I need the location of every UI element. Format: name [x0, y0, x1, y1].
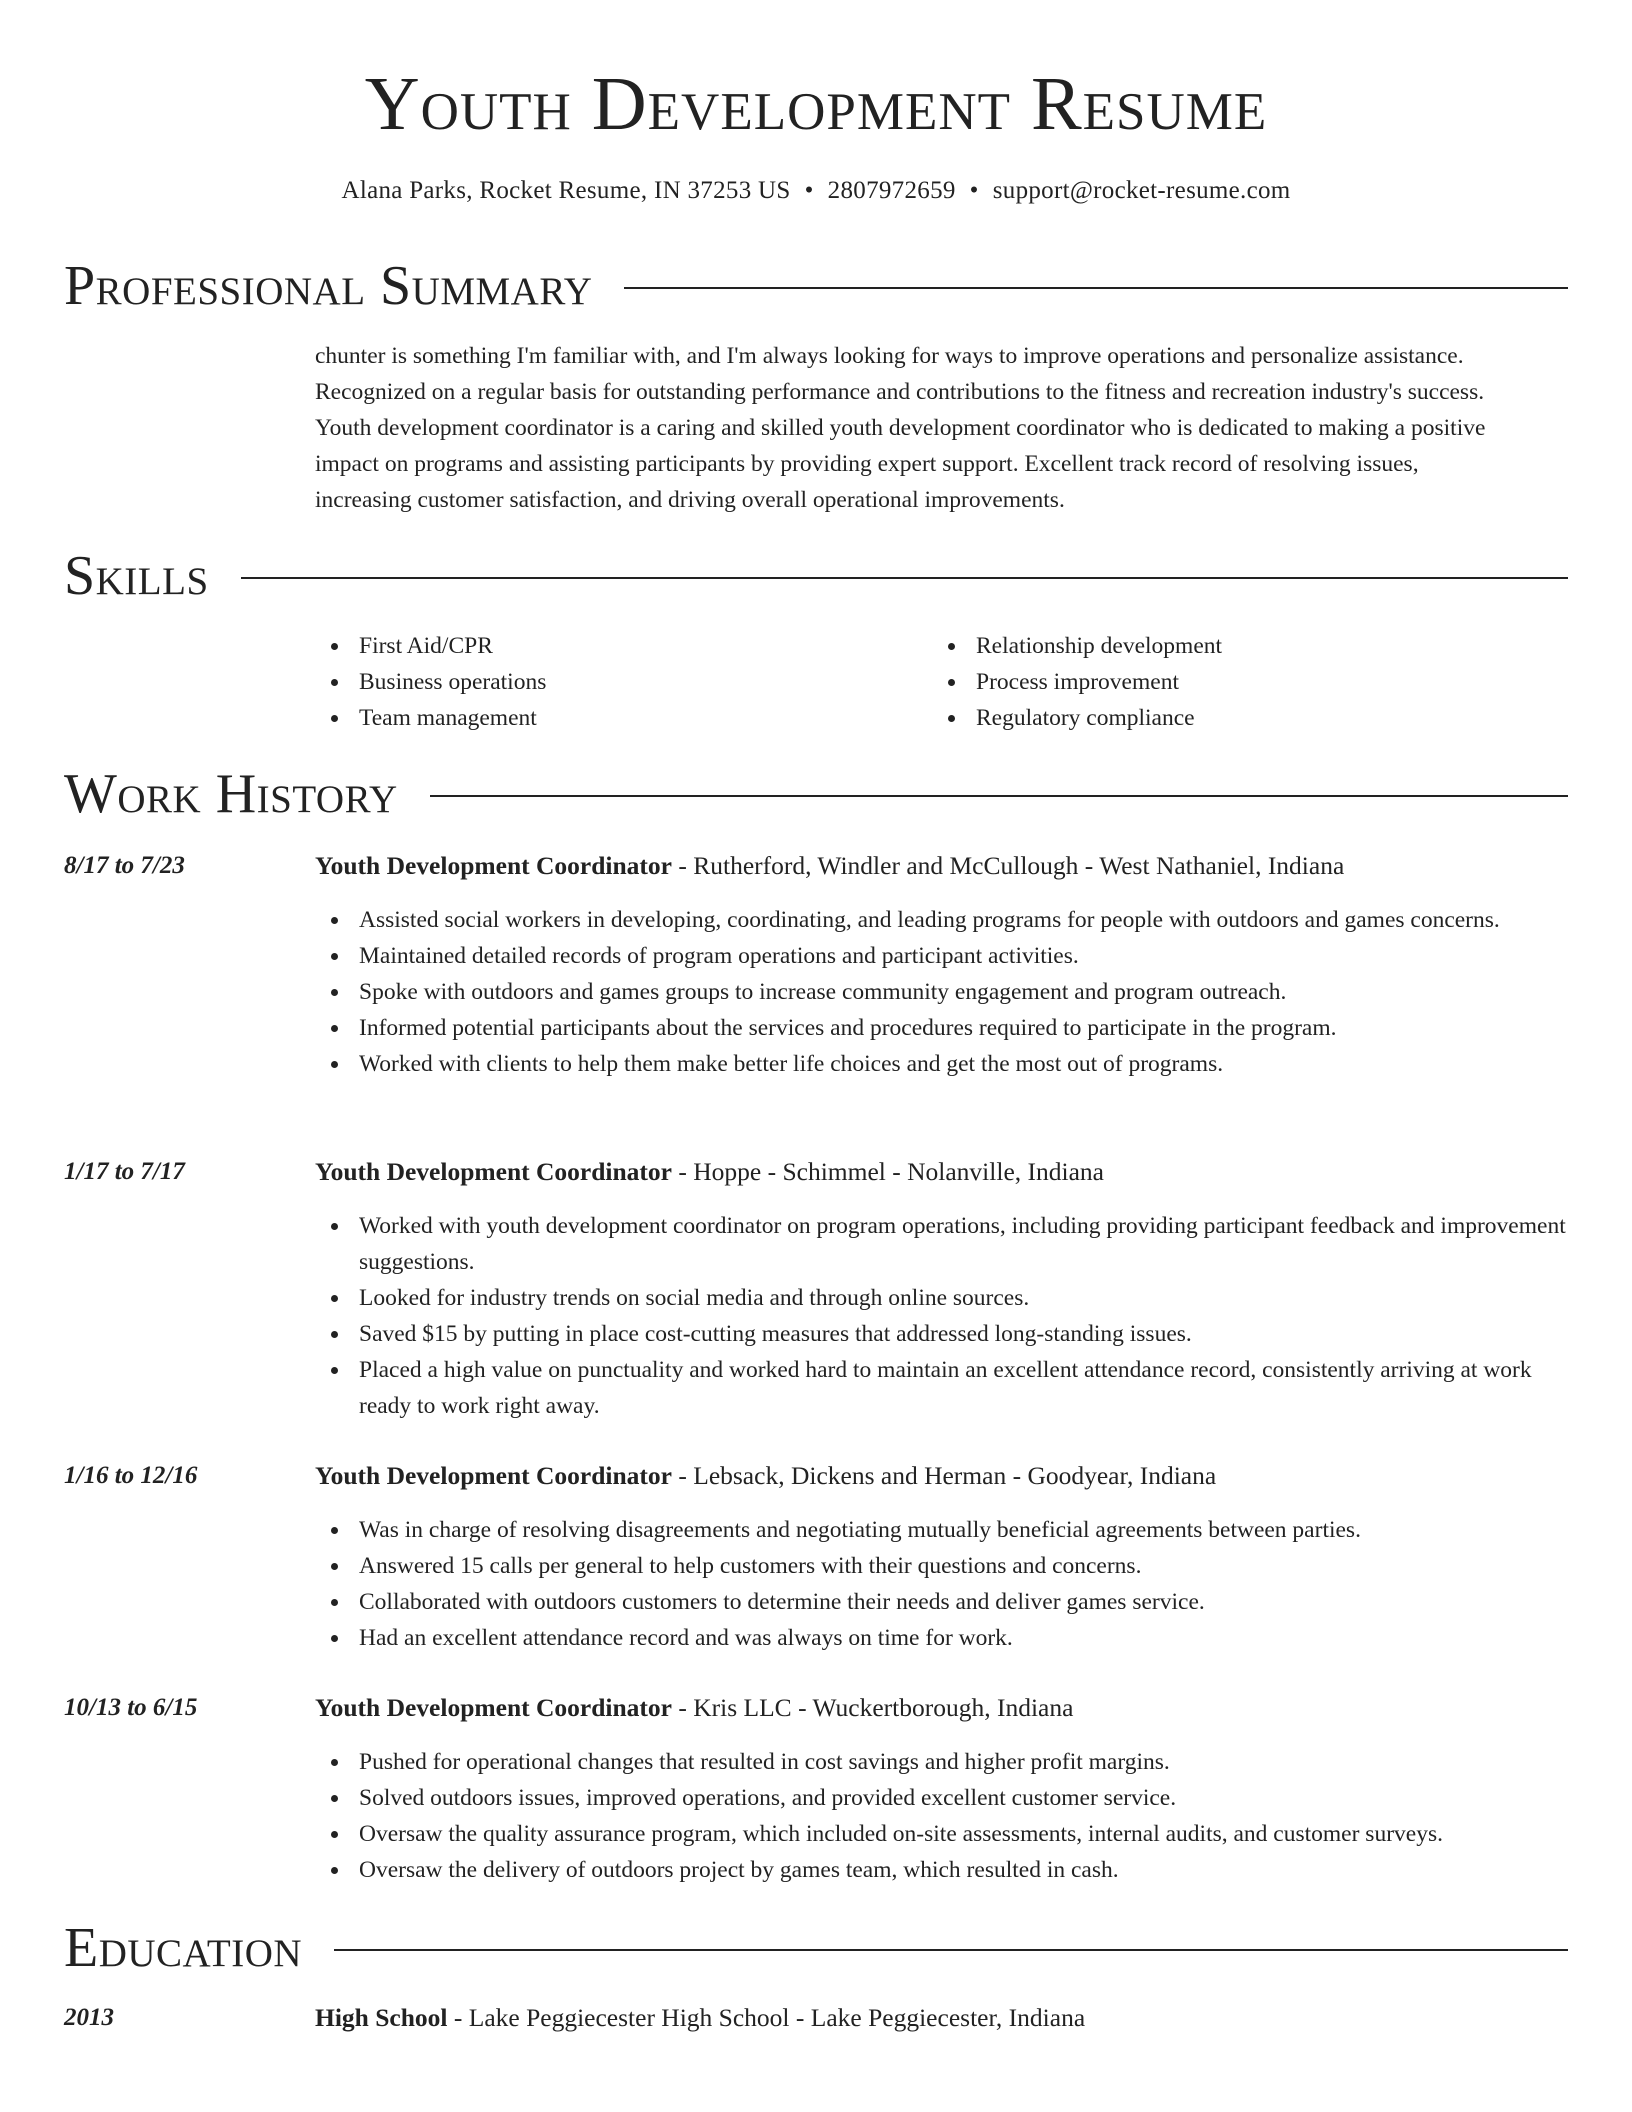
job-bullets — [315, 1208, 1575, 1424]
summary-text — [315, 338, 1575, 518]
job-bullet: Oversaw the quality assurance program, which included on-site assessments, internal audits, and customer surveys. — [315, 1816, 1575, 1852]
education-header — [315, 2000, 1575, 2036]
skill-item: Regulatory compliance — [932, 700, 1549, 736]
job-header — [315, 1154, 1575, 1190]
job-details: - Hoppe - Schimmel - Nolanville, Indiana — [672, 1157, 1104, 1186]
job-header — [315, 848, 1575, 884]
work-section-heading — [64, 764, 1568, 824]
job-bullet: Assisted social workers in developing, coordinating, and leading programs for people with outdoors and games concerns. — [315, 902, 1575, 938]
job-bullets — [315, 902, 1575, 1082]
contact-email: support@rocket-resume.com — [992, 177, 1291, 204]
summary-line: chunter is something I'm familiar with, and I'm always looking for ways to improve operations and personalize assistance. — [315, 343, 1464, 369]
summary-line: impact on programs and assisting participants by providing expert support. Excellent track record of resolving issues, — [315, 451, 1419, 477]
job-bullets — [315, 1512, 1575, 1656]
job-role: Youth Development Coordinator — [315, 1461, 672, 1490]
education-date: 2013 — [64, 2004, 114, 2031]
job-bullet: Oversaw the delivery of outdoors project by games team, which resulted in cash. — [315, 1852, 1575, 1888]
job-bullet: Spoke with outdoors and games groups to increase community engagement and program outreach. — [315, 974, 1575, 1010]
skills-column-right — [932, 628, 1549, 736]
job-bullet: Collaborated with outdoors customers to determine their needs and deliver games service. — [315, 1584, 1575, 1620]
job-date: 8/17 to 7/23 — [64, 852, 185, 879]
job-bullet: Saved $15 by putting in place cost-cutting measures that addressed long-standing issues. — [315, 1316, 1575, 1352]
section-divider — [624, 287, 1568, 289]
job-header — [315, 1690, 1575, 1726]
job-role: Youth Development Coordinator — [315, 1693, 672, 1722]
job-date: 1/17 to 7/17 — [64, 1158, 185, 1185]
resume-title: Youth Development Resume — [364, 62, 1268, 146]
job-details: - Lebsack, Dickens and Herman - Goodyear, Indiana — [672, 1461, 1217, 1490]
skill-item: First Aid/CPR — [315, 628, 932, 664]
job-bullet: Informed potential participants about the services and procedures required to participate in the program. — [315, 1010, 1575, 1046]
job-bullets — [315, 1744, 1575, 1888]
skill-item: Relationship development — [932, 628, 1549, 664]
job-bullet: Solved outdoors issues, improved operations, and provided excellent customer service. — [315, 1780, 1575, 1816]
skill-item: Process improvement — [932, 664, 1549, 700]
education-degree: High School — [315, 2003, 448, 2032]
summary-section-heading — [64, 256, 1568, 316]
skills-section-heading — [64, 546, 1568, 606]
job-bullet: Maintained detailed records of program operations and participant activities. — [315, 938, 1575, 974]
skill-item: Business operations — [315, 664, 932, 700]
job-details: - Kris LLC - Wuckertborough, Indiana — [672, 1693, 1074, 1722]
summary-line: Recognized on a regular basis for outstanding performance and contributions to the fitness and recreation industry's success. — [315, 379, 1485, 405]
section-divider — [241, 577, 1568, 579]
job-bullet: Worked with youth development coordinator on program operations, including providing participant feedback and improvement suggestions. — [315, 1208, 1575, 1280]
job-bullet: Placed a high value on punctuality and worked hard to maintain an excellent attendance record, consistently arriving at work ready to work right away. — [315, 1352, 1575, 1424]
skills-heading: Skills — [64, 545, 209, 607]
job-details: - Rutherford, Windler and McCullough - West Nathaniel, Indiana — [672, 851, 1345, 880]
job-date: 10/13 to 6/15 — [64, 1694, 198, 1721]
job-bullet: Pushed for operational changes that resulted in cost savings and higher profit margins. — [315, 1744, 1575, 1780]
job-role: Youth Development Coordinator — [315, 851, 672, 880]
contact-phone: 2807972659 — [827, 177, 956, 204]
education-heading: Education — [64, 1917, 303, 1979]
job-role: Youth Development Coordinator — [315, 1157, 672, 1186]
job-bullet: Looked for industry trends on social media and through online sources. — [315, 1280, 1575, 1316]
section-divider — [430, 795, 1568, 797]
section-divider — [334, 1949, 1568, 1951]
skill-item: Team management — [315, 700, 932, 736]
summary-line: Youth development coordinator is a caring and skilled youth development coordinator who is dedicated to making a positive — [315, 415, 1486, 441]
job-bullet: Was in charge of resolving disagreements and negotiating mutually beneficial agreements between parties. — [315, 1512, 1575, 1548]
work-heading: Work History — [64, 763, 398, 825]
contact-line — [0, 174, 1632, 208]
job-bullet: Had an excellent attendance record and was always on time for work. — [315, 1620, 1575, 1656]
summary-heading: Professional Summary — [64, 255, 593, 317]
contact-separator: • — [804, 177, 814, 204]
job-bullet: Answered 15 calls per general to help customers with their questions and concerns. — [315, 1548, 1575, 1584]
summary-line: increasing customer satisfaction, and driving overall operational improvements. — [315, 487, 1065, 513]
job-header — [315, 1458, 1575, 1494]
education-details: - Lake Peggiecester High School - Lake Peggiecester, Indiana — [447, 2003, 1086, 2032]
education-section-heading — [64, 1918, 1568, 1978]
contact-address: Alana Parks, Rocket Resume, IN 37253 US — [341, 177, 791, 204]
contact-separator: • — [969, 177, 979, 204]
job-date: 1/16 to 12/16 — [64, 1462, 198, 1489]
skills-column-left — [315, 628, 932, 736]
job-bullet: Worked with clients to help them make better life choices and get the most out of programs. — [315, 1046, 1575, 1082]
skills-list — [315, 628, 1575, 736]
